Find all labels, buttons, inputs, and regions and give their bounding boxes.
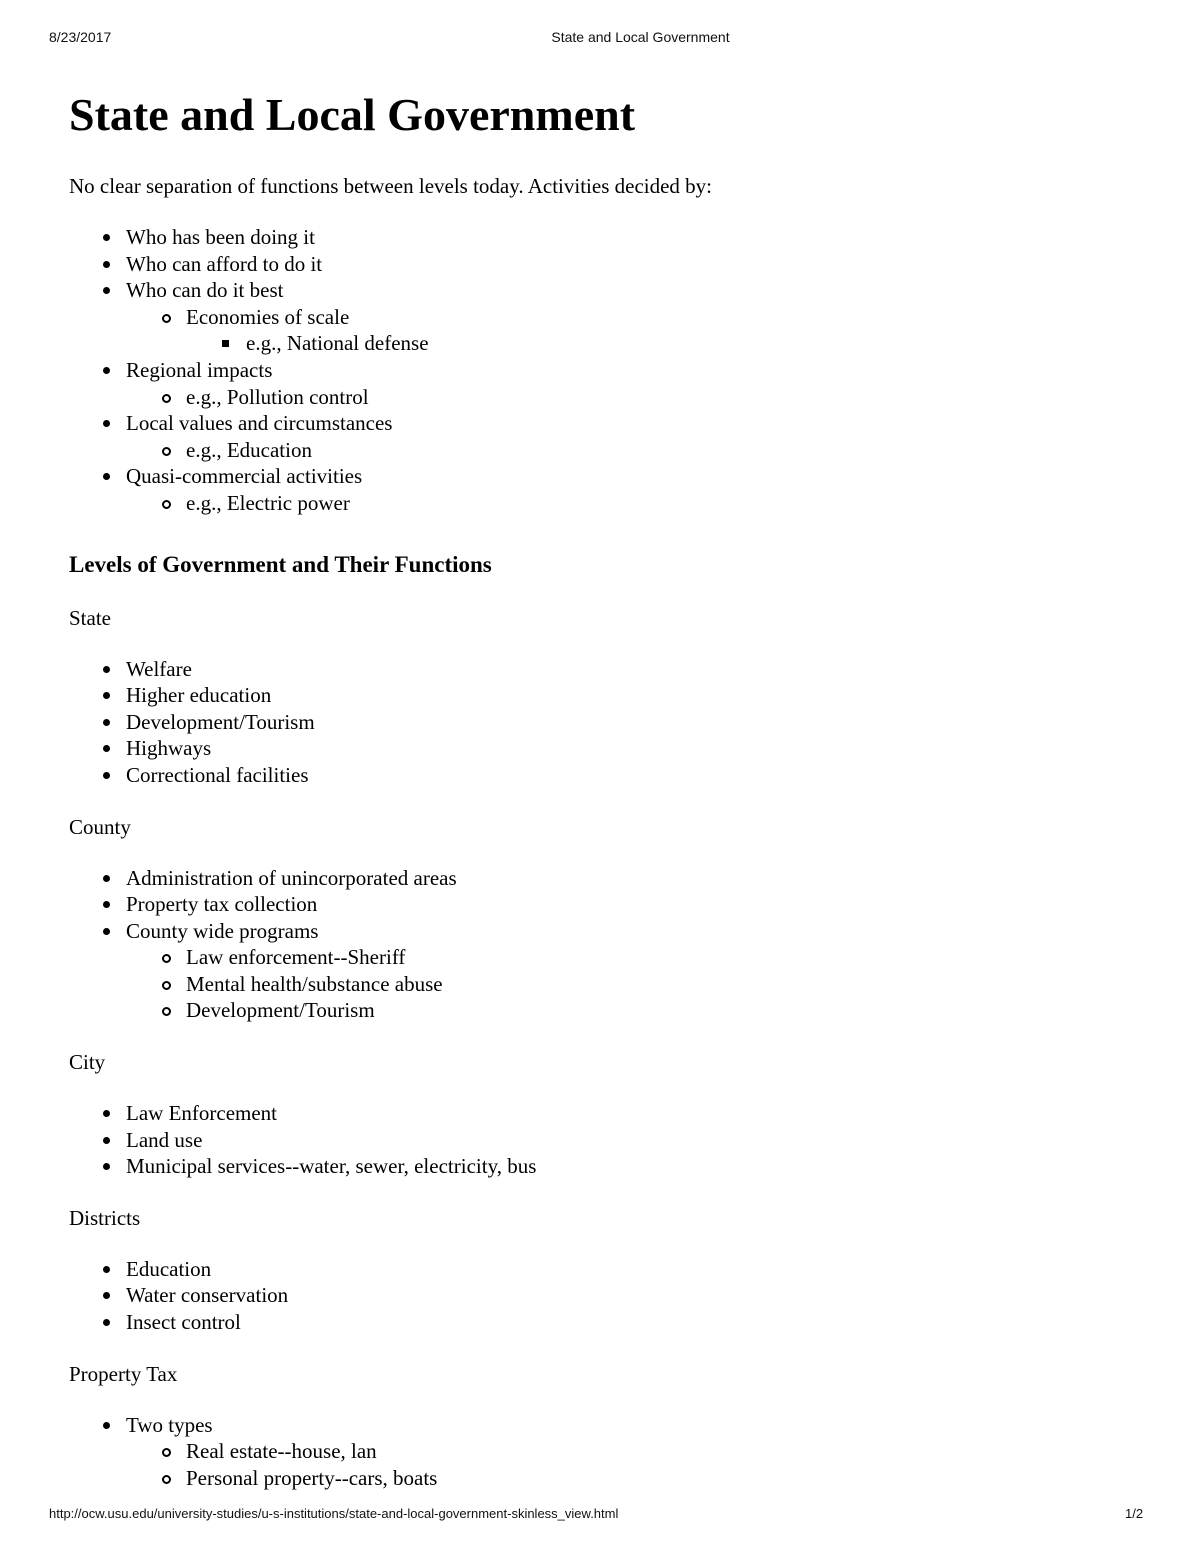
intro-paragraph: No clear separation of functions between levels today. Activities decided by: bbox=[69, 174, 713, 198]
list-item: Regional impacts e.g., Pollution control bbox=[69, 357, 1149, 410]
bullet-icon bbox=[103, 1422, 110, 1429]
circle-bullet-icon bbox=[162, 1007, 171, 1016]
bullet-icon bbox=[103, 719, 110, 726]
list-item: Education bbox=[69, 1256, 1149, 1283]
list-item: e.g., Education bbox=[126, 437, 1149, 464]
list-item: Administration of unincorporated areas bbox=[69, 865, 1149, 892]
bullet-icon bbox=[103, 287, 110, 294]
districts-functions-list bbox=[69, 1256, 1149, 1336]
bullet-icon bbox=[103, 1137, 110, 1144]
source-url: http://ocw.usu.edu/university-studies/u-s-institutions/state-and-local-government-skinless_view.html bbox=[49, 1506, 619, 1521]
list-item: Quasi-commercial activities e.g., Electric power bbox=[69, 463, 1149, 516]
page-title: State and Local Government bbox=[69, 89, 636, 140]
document-body bbox=[69, 86, 1149, 1491]
state-functions-list bbox=[69, 656, 1149, 789]
sublist bbox=[126, 944, 1149, 1024]
print-date: 8/23/2017 bbox=[49, 29, 112, 45]
list-item: Personal property--cars, boats bbox=[126, 1465, 1149, 1492]
bullet-icon bbox=[103, 928, 110, 935]
circle-bullet-icon bbox=[162, 447, 171, 456]
sublist bbox=[186, 330, 1149, 357]
circle-bullet-icon bbox=[162, 1475, 171, 1484]
bullet-icon bbox=[103, 901, 110, 908]
sublist bbox=[126, 304, 1149, 357]
sublist bbox=[126, 1438, 1149, 1491]
bullet-icon bbox=[103, 234, 110, 241]
section-heading: Levels of Government and Their Functions bbox=[69, 551, 492, 577]
list-item: Welfare bbox=[69, 656, 1149, 683]
factors-list bbox=[69, 224, 1149, 517]
bullet-icon bbox=[103, 420, 110, 427]
list-item: Real estate--house, lan bbox=[126, 1438, 1149, 1465]
state-label: State bbox=[69, 605, 111, 630]
list-item: Higher education bbox=[69, 682, 1149, 709]
city-label: City bbox=[69, 1050, 106, 1075]
list-item: e.g., Pollution control bbox=[126, 384, 1149, 411]
bullet-icon bbox=[103, 473, 110, 480]
circle-bullet-icon bbox=[162, 394, 171, 403]
circle-bullet-icon bbox=[162, 314, 171, 323]
list-item: Who has been doing it bbox=[69, 224, 1149, 251]
list-item: Two types Real estate--house, lan Personal property--cars, boats bbox=[69, 1412, 1149, 1492]
bullet-icon bbox=[103, 875, 110, 882]
list-item: Economies of scale e.g., National defense bbox=[126, 304, 1149, 357]
city-functions-list bbox=[69, 1100, 1149, 1180]
bullet-icon bbox=[103, 1110, 110, 1117]
bullet-icon bbox=[103, 367, 110, 374]
list-item: Local values and circumstances e.g., Education bbox=[69, 410, 1149, 463]
list-item: Who can afford to do it bbox=[69, 251, 1149, 278]
bullet-icon bbox=[103, 1319, 110, 1326]
sublist bbox=[126, 490, 1149, 517]
county-label: County bbox=[69, 814, 131, 839]
list-item: e.g., Electric power bbox=[126, 490, 1149, 517]
bullet-icon bbox=[103, 692, 110, 699]
list-item: Property tax collection bbox=[69, 891, 1149, 918]
circle-bullet-icon bbox=[162, 1448, 171, 1457]
districts-label: Districts bbox=[69, 1205, 141, 1230]
list-item: Water conservation bbox=[69, 1282, 1149, 1309]
list-item: County wide programs Law enforcement--Sheriff Mental health/substance abuse Development/Tourism bbox=[69, 918, 1149, 1024]
list-item: Municipal services--water, sewer, electricity, bus bbox=[69, 1153, 1149, 1180]
list-item: Insect control bbox=[69, 1309, 1149, 1336]
bullet-icon bbox=[103, 666, 110, 673]
list-item: e.g., National defense bbox=[186, 330, 1149, 357]
circle-bullet-icon bbox=[162, 981, 171, 990]
list-item: Mental health/substance abuse bbox=[126, 971, 1149, 998]
sublist bbox=[126, 384, 1149, 411]
circle-bullet-icon bbox=[162, 500, 171, 509]
bullet-icon bbox=[103, 1163, 110, 1170]
list-item: Development/Tourism bbox=[126, 997, 1149, 1024]
bullet-icon bbox=[103, 261, 110, 268]
print-header-title: State and Local Government bbox=[551, 29, 730, 45]
bullet-icon bbox=[103, 745, 110, 752]
page-number: 1/2 bbox=[1125, 1506, 1144, 1521]
bullet-icon bbox=[103, 1292, 110, 1299]
list-item: Land use bbox=[69, 1127, 1149, 1154]
property-tax-label: Property Tax bbox=[69, 1361, 178, 1386]
sublist bbox=[126, 437, 1149, 464]
list-item: Development/Tourism bbox=[69, 709, 1149, 736]
list-item: Law Enforcement bbox=[69, 1100, 1149, 1127]
property-tax-list bbox=[69, 1412, 1149, 1492]
bullet-icon bbox=[103, 772, 110, 779]
list-item: Who can do it best Economies of scale e.g., National defense bbox=[69, 277, 1149, 357]
list-item: Law enforcement--Sheriff bbox=[126, 944, 1149, 971]
list-item: Highways bbox=[69, 735, 1149, 762]
county-functions-list bbox=[69, 865, 1149, 1025]
bullet-icon bbox=[103, 1266, 110, 1273]
square-bullet-icon bbox=[222, 340, 229, 347]
circle-bullet-icon bbox=[162, 954, 171, 963]
list-item: Correctional facilities bbox=[69, 762, 1149, 789]
